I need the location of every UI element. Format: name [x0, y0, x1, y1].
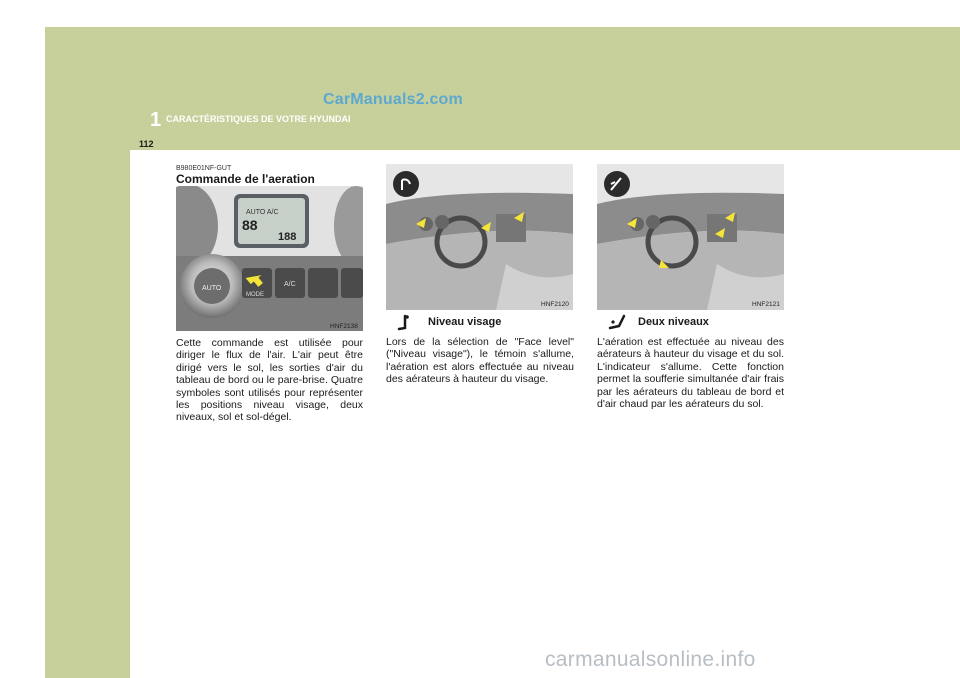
bi-level-photo — [597, 164, 784, 310]
top-watermark[interactable]: CarManuals2.com — [323, 91, 463, 108]
section-code: B980E01NF-GUT — [176, 165, 232, 172]
ac-button-label: A/C — [284, 281, 296, 288]
face-level-body: Lors de la sélection de "Face level" ("Niveau visage"), le témoin s'allume, l'aération est alors effectuée au niveau des aérateurs à hauteur du visage. — [386, 336, 574, 386]
footer-watermark[interactable]: carmanualsonline.info — [545, 648, 756, 671]
photo-ref-1: HNF2138 — [330, 323, 358, 330]
section-heading: Commande de l'aeration — [176, 172, 315, 186]
chapter-title: CARACTÉRISTIQUES DE VOTRE HYUNDAI — [166, 114, 351, 124]
face-level-photo — [386, 164, 573, 310]
climate-panel-photo — [176, 186, 363, 331]
face-level-icon — [395, 313, 413, 331]
bi-level-title: Deux niveaux — [638, 316, 709, 328]
knob-label: AUTO — [202, 285, 222, 292]
bi-level-body: L'aération est effectuée au niveau des aérateurs à hauteur du visage et du sol. L'indicateur s'allume. Cette fonction permet la soufferie simultanée d'air frais par les aérateurs du tableau de bord et d'air chaud par les aérateurs du sol. — [597, 336, 784, 411]
mode-button-label: MODE — [246, 292, 264, 298]
bi-level-icon — [607, 313, 627, 331]
panel-temp-left: 88 — [242, 217, 258, 233]
face-level-title: Niveau visage — [428, 316, 502, 328]
panel-temp-right: 188 — [278, 231, 297, 243]
section-body: Cette commande est utilisée pour diriger le flux de l'air. L'air peut être dirigé vers le sol, les sorties d'air du tableau de bord ou le pare-brise. Quatre symboles sont utilisés pour représenter les positions niveau visage, deux niveaux, sol et sol-dégel. — [176, 337, 363, 424]
chapter-number: 1 — [150, 109, 162, 131]
photo-ref-3: HNF2121 — [752, 301, 780, 308]
page-number: 112 — [139, 139, 154, 149]
recirculation-button[interactable] — [308, 268, 338, 298]
photo-ref-2: HNF2120 — [541, 301, 569, 308]
panel-display-top: AUTO A/C — [246, 209, 279, 216]
face-level-badge-icon — [393, 171, 419, 197]
